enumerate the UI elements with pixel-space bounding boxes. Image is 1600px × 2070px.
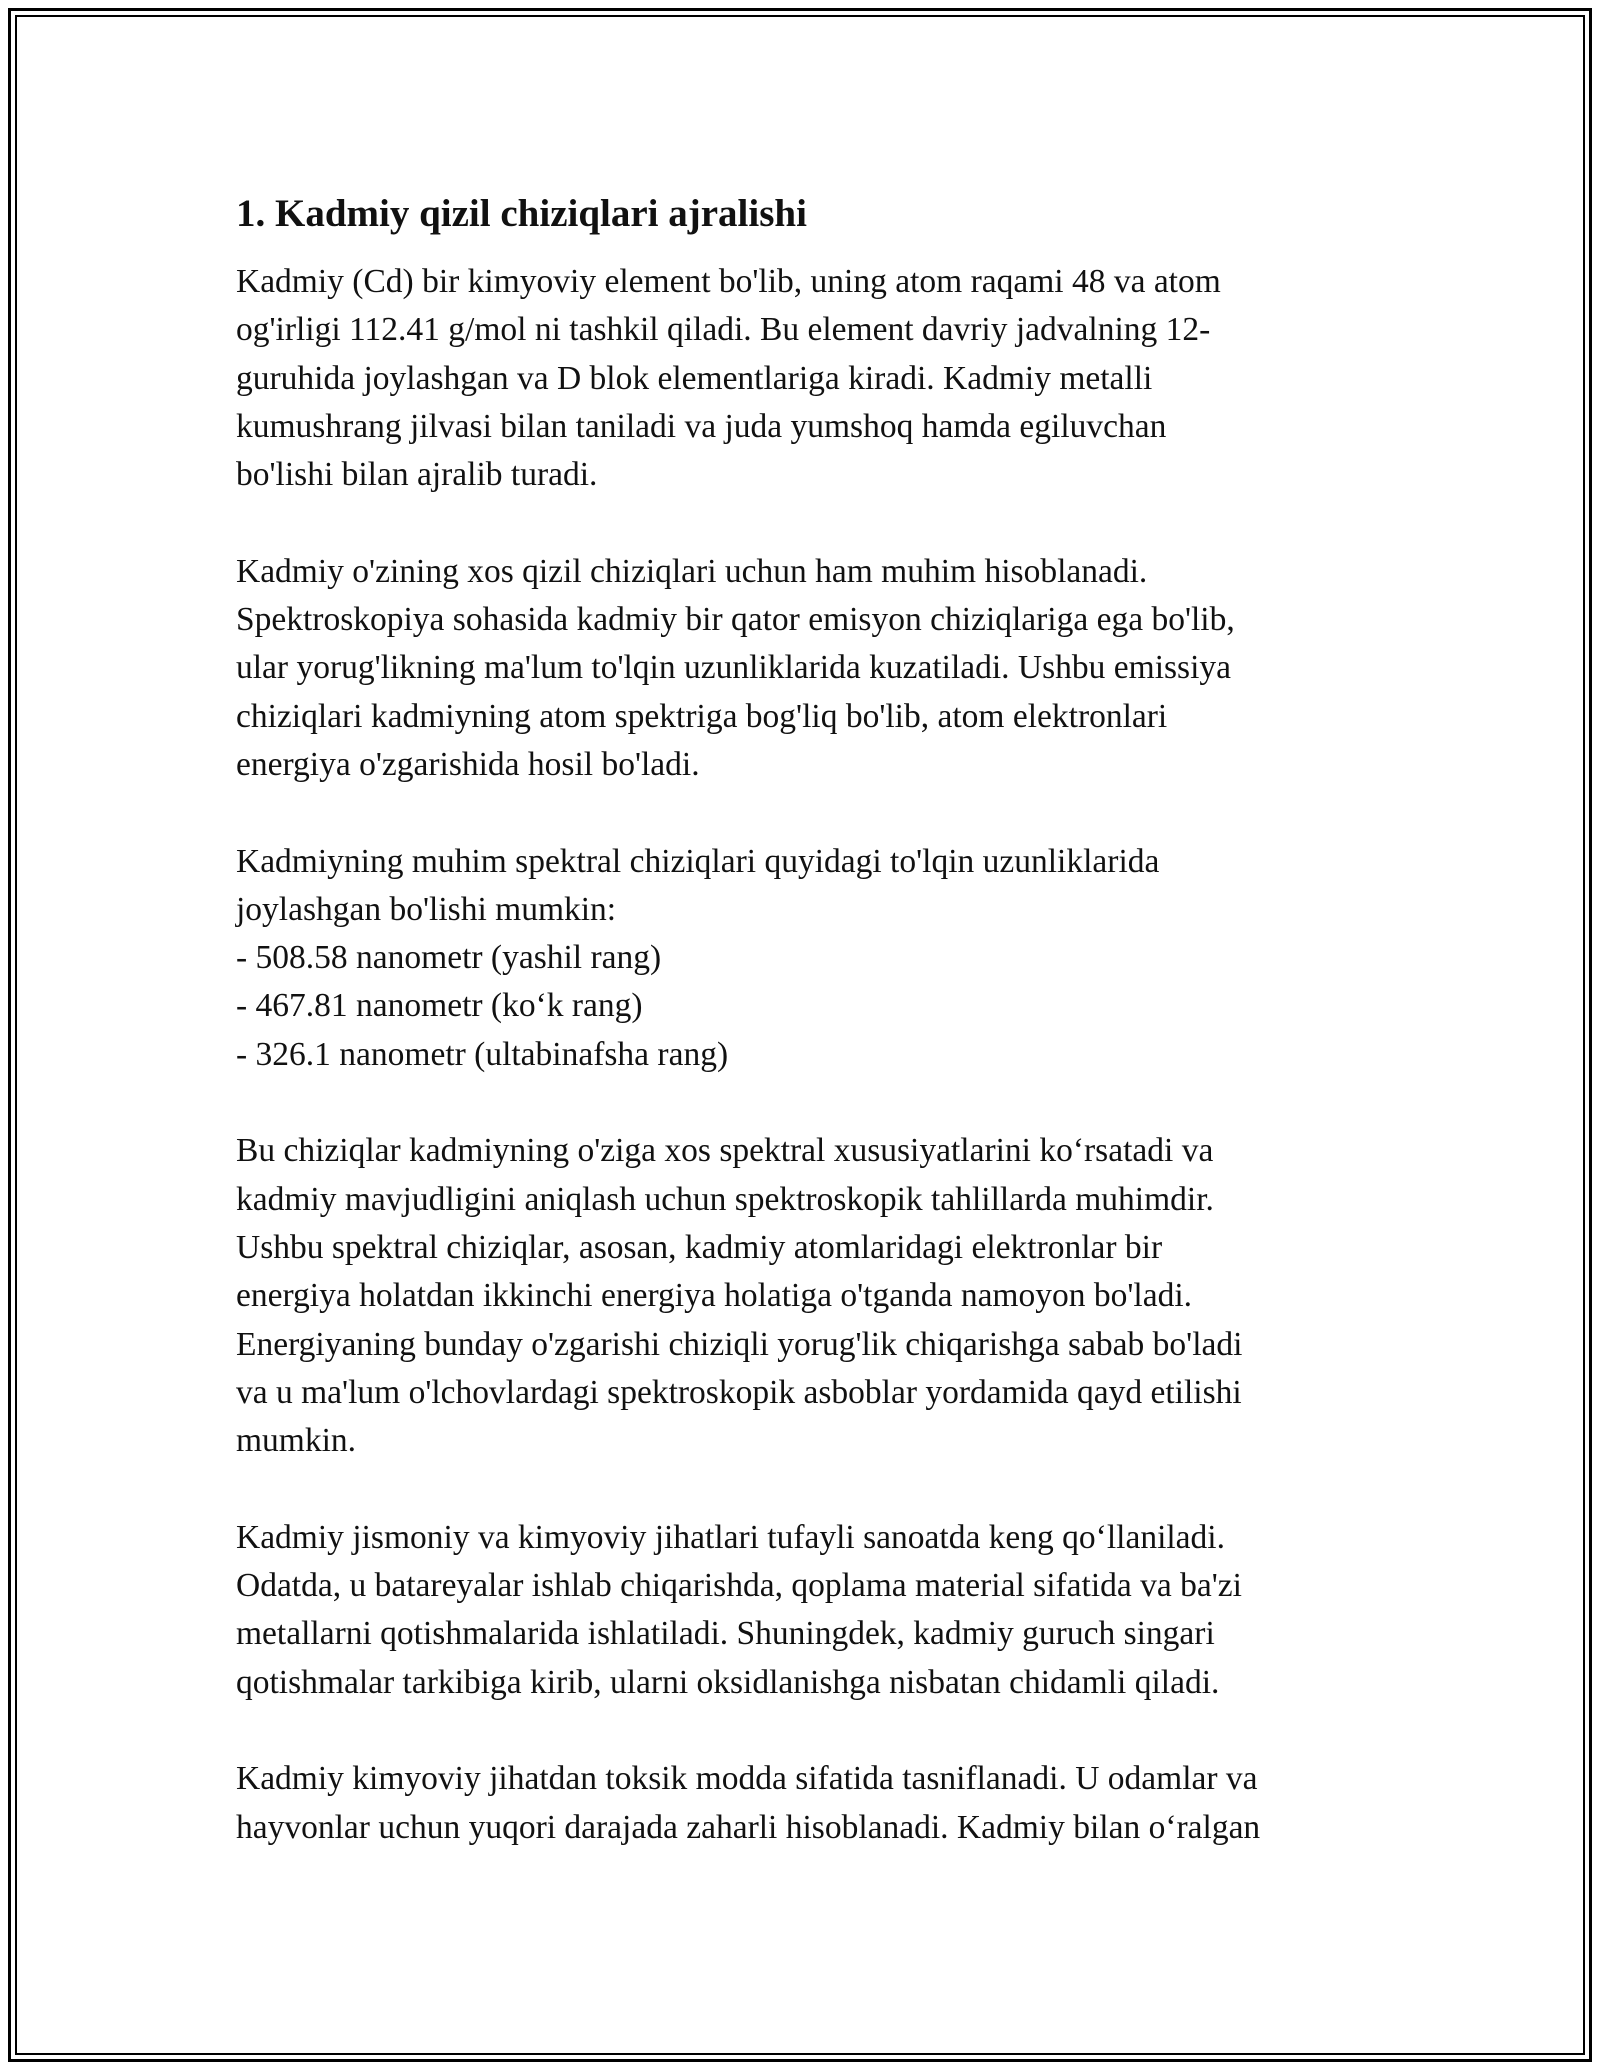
paragraph-industry [236,1514,1376,1707]
text-line: kumushrang jilvasi bilan taniladi va juda yumshoq hamda egiluvchan [236,407,1167,445]
section-heading: 1. Kadmiy qizil chiziqlari ajralishi [236,192,807,235]
text-line: Kadmiy o'zining xos qizil chiziqlari uchun ham muhim hisoblanadi. [236,552,1148,590]
paragraph-toxicity [236,1755,1376,1852]
text-line: Kadmiyning muhim spektral chiziqlari quyidagi to'lqin uzunliklarida [236,842,1160,880]
text-line: chiziqlari kadmiyning atom spektriga bog'liq bo'lib, atom elektronlari [236,697,1168,735]
text-line: Kadmiy kimyoviy jihatdan toksik modda sifatida tasniflanadi. U odamlar va [236,1760,1258,1798]
text-line: joylashgan bo'lishi mumkin: [236,890,617,928]
text-line: energiya o'zgarishida hosil bo'ladi. [236,745,700,783]
text-line: metallarni qotishmalarida ishlatiladi. Shuningdek, kadmiy guruch singari [236,1615,1215,1653]
list-item: - 326.1 nanometr (ultabinafsha rang) [236,1035,729,1073]
list-item: - 467.81 nanometr (ko‘k rang) [236,987,643,1025]
text-line: Bu chiziqlar kadmiyning o'ziga xos spektral xususiyatlarini ko‘rsatadi va [236,1132,1214,1170]
text-line: ular yorug'likning ma'lum to'lqin uzunliklarida kuzatiladi. Ushbu emissiya [236,649,1232,687]
text-line: og'irligi 112.41 g/mol ni tashkil qiladi. Bu element davriy jadvalning 12- [236,311,1211,349]
text-line: Energiyaning bunday o'zgarishi chiziqli yorug'lik chiqarishga sabab bo'ladi [236,1325,1243,1363]
paragraph-red-lines [236,548,1376,789]
text-line: Kadmiy (Cd) bir kimyoviy element bo'lib, uning atom raqami 48 va atom [236,263,1221,300]
text-line: va u ma'lum o'lchovlardagi spektroskopik asboblar yordamida qayd etilishi [236,1373,1242,1411]
text-line: kadmiy mavjudligini aniqlash uchun spektroskopik tahlillarda muhimdir. [236,1180,1214,1218]
text-line: hayvonlar uchun yuqori darajada zaharli hisoblanadi. Kadmiy bilan o‘ralgan [236,1808,1261,1846]
text-line: qotishmalar tarkibiga kirib, ularni oksidlanishga nisbatan chidamli qiladi. [236,1663,1220,1701]
text-line: Odatda, u batareyalar ishlab chiqarishda, qoplama material sifatida va ba'zi [236,1567,1242,1605]
text-line: Kadmiy jismoniy va kimyoviy jihatlari tufayli sanoatda keng qo‘llaniladi. [236,1518,1225,1556]
text-line: mumkin. [236,1422,357,1460]
text-line: energiya holatdan ikkinchi energiya holatiga o'tganda namoyon bo'ladi. [236,1277,1193,1315]
paragraph-spectral-properties [236,1127,1376,1465]
text-line: Ushbu spektral chiziqlar, asosan, kadmiy atomlaridagi elektronlar bir [236,1228,1163,1266]
paragraph-intro [236,258,1376,499]
text-line: Spektroskopiya sohasida kadmiy bir qator emisyon chiziqlariga ega bo'lib, [236,601,1235,639]
document-body [236,186,1376,1900]
paragraph-spectral-list [236,838,1376,1079]
list-item: - 508.58 nanometr (yashil rang) [236,939,662,977]
text-line: guruhida joylashgan va D blok elementlariga kiradi. Kadmiy metalli [236,359,1153,397]
text-line: bo'lishi bilan ajralib turadi. [236,456,598,494]
